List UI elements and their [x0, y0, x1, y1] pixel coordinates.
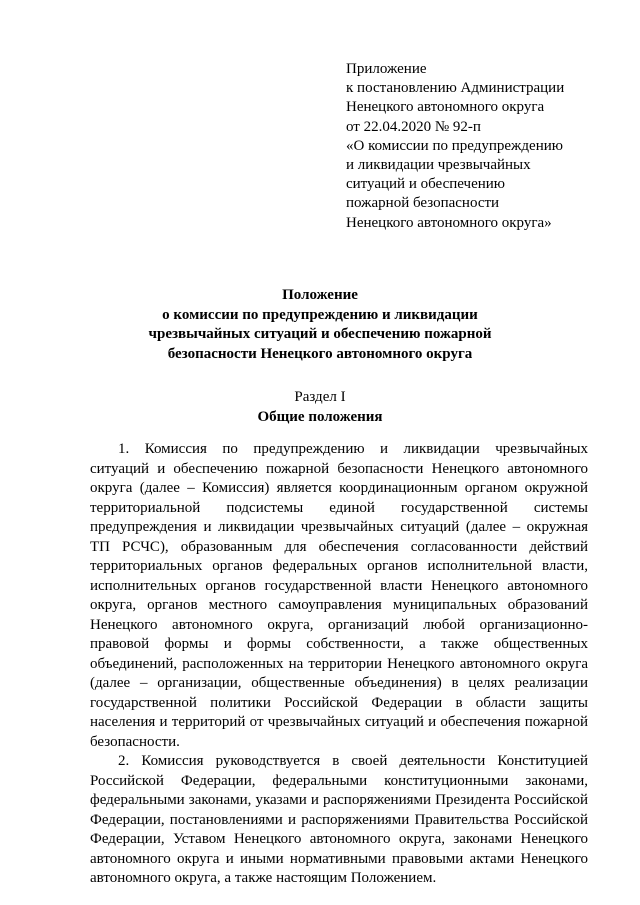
paragraph-line: Российской Федерации, федеральными конституционными законами,: [90, 772, 588, 789]
paragraph-line: правовой формы и формы собственности, а также общественных: [90, 636, 588, 652]
paragraph-line: 2. Комиссия руководствуется в своей деятельности Конституцией: [118, 753, 588, 769]
paragraph-line: безопасности.: [90, 733, 180, 750]
paragraph-line: округа, органов местного самоуправления муниципальных образований: [90, 597, 588, 613]
title-line: безопасности Ненецкого автономного округа: [167, 345, 473, 362]
paragraph-1: [90, 440, 588, 752]
document-title: [0, 286, 640, 364]
paragraph-line: округа (далее – Комиссия) является координационным органом окружной: [90, 480, 588, 496]
paragraph-line: (далее – организации, общественные объединения) в целях реализации: [90, 675, 588, 691]
appendix-line: Ненецкого автономного округа: [346, 99, 545, 116]
title-line: о комиссии по предупреждению и ликвидации: [162, 306, 478, 323]
appendix-line: и ликвидации чрезвычайных: [346, 157, 531, 174]
appendix-header: [346, 60, 564, 233]
paragraph-line: населения и территорий от чрезвычайных ситуаций и обеспечения пожарной: [90, 714, 588, 730]
paragraph-line: территориальной подсистемы единой государственной системы: [90, 499, 588, 516]
paragraph-line: государственной политики Российской Федерации в области защиты: [90, 694, 588, 711]
appendix-line: пожарной безопасности: [346, 195, 500, 212]
paragraph-line: Федерации, постановлениями и распоряжениями Правительства Российской: [90, 811, 588, 828]
paragraph-line: автономного округа и иными нормативными правовыми актами Ненецкого: [90, 850, 588, 867]
title-line: Положение: [282, 287, 358, 303]
paragraph-line: автономного округа, а также настоящим Положением.: [90, 870, 437, 886]
section-label: Раздел I: [294, 389, 346, 405]
appendix-line: к постановлению Администрации: [346, 80, 565, 97]
paragraph-2: [90, 752, 588, 889]
paragraph-line: территориальных органов федеральных органов исполнительной власти,: [90, 558, 588, 574]
paragraph-line: Ненецкого автономного округа, организаций любой организационно-: [90, 616, 588, 633]
section-header: [0, 387, 640, 427]
paragraph-line: федеральными законами, указами и распоряжениями Президента Российской: [90, 792, 588, 808]
paragraph-line: Федерации, Уставом Ненецкого автономного округа, законами Ненецкого: [90, 831, 588, 847]
title-line: чрезвычайных ситуаций и обеспечению пожарной: [148, 326, 492, 342]
document-body: [90, 440, 588, 889]
section-heading: Общие положения: [257, 409, 383, 425]
paragraph-line: ТП РСЧС), образованным для обеспечения согласованности действий: [90, 538, 588, 555]
appendix-line: «О комиссии по предупреждению: [346, 137, 563, 154]
paragraph-line: предупреждения и ликвидации чрезвычайных ситуаций (далее – окружная: [90, 519, 588, 535]
appendix-line: ситуаций и обеспечению: [346, 176, 506, 193]
paragraph-line: 1. Комиссия по предупреждению и ликвидации чрезвычайных: [118, 441, 588, 457]
appendix-line: Приложение: [346, 61, 427, 77]
paragraph-line: ситуаций и обеспечению пожарной безопасности Ненецкого автономного: [90, 460, 588, 477]
paragraph-line: объединений, расположенных на территории Ненецкого автономного округа: [90, 655, 588, 672]
appendix-line: от 22.04.2020 № 92-п: [346, 118, 481, 135]
paragraph-line: исполнительных органов государственной власти Ненецкого автономного: [90, 577, 588, 594]
appendix-line: Ненецкого автономного округа»: [346, 214, 552, 231]
